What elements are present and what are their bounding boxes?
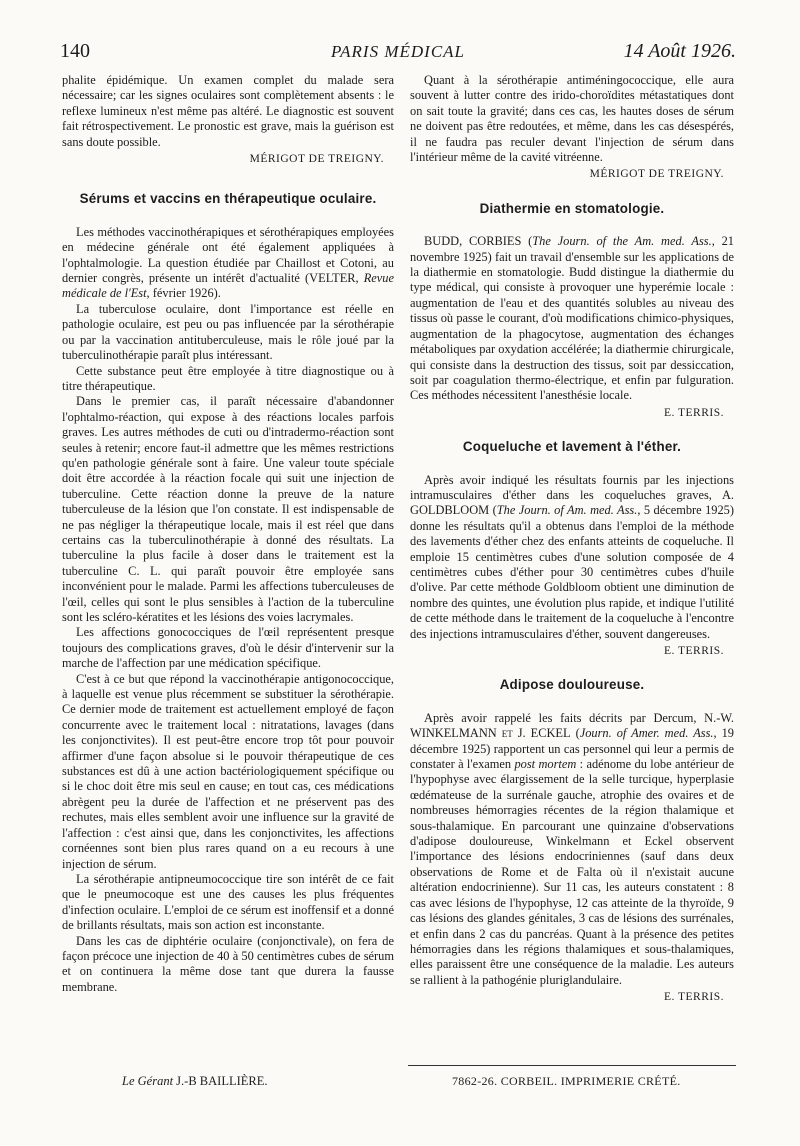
serums-signature: MÉRIGOT DE TREIGNY. <box>589 168 724 181</box>
serums-paragraph-6: C'est à ce but que répond la vaccinothérapie antigonococcique, à laquelle est venue plus récemment se substituer la sérothérapie. Ce dernier mode de traitement est actuellement employé de façon concurrente avec le traitement local : nitratations, lavages (dans les conjonctivites). Il est peut-être encore trop tôt pour pouvoir affirmer d'une façon absolue si le pouvoir thérapeutique de ces substances est dû à une action bactériologiquement spécifique ou si le choc doit être mis seul en cause; en tout cas, ces médications abrègent peu la durée de l'affection et ne préservent pas des rechutes, mais elles semblent avoir une influence sur la gravité de l'affection : c'est ainsi que, dans les conjonctivites, les affections cornéennes sont bien plus rares quand on a eu recours à une injection de sérum. <box>62 671 394 871</box>
author-velter: VELTER <box>309 271 356 286</box>
author-goldbloom: GOLDBLOOM <box>410 503 490 518</box>
footer-gerant: Le Gérant J.-B BAILLIÈRE. <box>122 1074 268 1088</box>
serums-paragraph-5: Les affections gonococciques de l'œil représentent presque toujours des complications graves, d'où le désir d'intervenir sur la marche de l'affection par une médication spécifique. <box>62 625 394 671</box>
section-title-diathermie: Diathermie en stomatologie. <box>479 200 665 216</box>
journal-ref-budd: The Journ. of the Am. med. Ass. <box>532 234 712 249</box>
diathermie-paragraph: BUDD, CORBIES (The Journ. of the Am. med. Ass., 21 novembre 1925) fait un travail d'ensemble sur les applications de la diathermie en stomatologie. Budd distingue la diathermie du type médical, qui consiste à provoquer une hyperémie locale : augmentation de l'eau et des quantités solubles au niveau des tissus où passe le courant, d'où modifications chimico-physiques, augmentation de la phagocytose, augmentation des échanges métaboliques par oxydation accélérée; la diathermie chirurgicale, qui consiste dans la destruction des tissus, soit par dessiccation, soit par coagulation thermo-électrique, et enfin par fulguration. Ces méthodes nécessitent l'anesthésie locale. <box>410 234 734 403</box>
coqueluche-paragraph: Après avoir indiqué les résultats fournis par les injections intramusculaires d'éther dans les coqueluches graves, A. GOLDBLOOM (The Journ. of Am. med. Ass., 5 décembre 1925) donne les résultats qu'il a obtenus dans l'emploi de la méthode des lavements d'éther chez des enfants atteints de coqueluche. Il emploie 15 centimètres cubes d'une solution composée de 4 centimètres cubes d'éther pour 30 centimètres cubes d'huile d'olive. Par cette méthode Goldbloom obtient une diminution de nombre des quintes, une évolution plus rapide, et indique l'utilité de cette méthode dans le traitement de la coqueluche à l'encontre des injections intramusculaires d'éther, souvent dangereuses. <box>410 472 734 641</box>
journal-ref-goldbloom: The Journ. of Am. med. Ass. <box>496 503 638 518</box>
serums-paragraph-9: Quant à la sérothérapie antiméningococcique, elle aura souvent à lutter contre des irido-choroïdites métastatiques dont on sait toute la gravité; dans ces cas, les hautes doses de sérum ne doivent pas être redoutées, et même, dans les cas désespérés, il ne faudra pas reculer devant l'injection de sérum dans l'intérieur même de la cavité vitréenne. <box>410 73 734 165</box>
diathermie-signature: E. TERRIS. <box>663 406 724 419</box>
author-winkelmann-eckel: WINKELMANN et J. ECKEL <box>410 726 571 741</box>
section-title-serums: Sérums et vaccins en thérapeutique oculaire. <box>79 191 377 207</box>
footer-rule <box>408 1065 736 1066</box>
journal-ref-winkelmann: Journ. of Amer. med. Ass. <box>579 726 714 741</box>
section-title-adipose: Adipose douloureuse. <box>499 677 645 693</box>
adipose-paragraph: Après avoir rappelé les faits décrits par Dercum, N.-W. WINKELMANN et J. ECKEL (Journ. of Amer. med. Ass., 19 décembre 1925) rapportent un cas personnel qui leur a permis de constater à l'examen post mortem : adénome du lobe antérieur de l'hypophyse avec élargissement de la selle turcique, hyperplasie œdémateuse de la surrénale gauche, atrophie des ovaires et de nombreuses hémorragies récentes de la région thalamique et sous-thalamique. En parcourant une quinzaine d'observations d'adipose douloureuse, Winkelmann et Eckel observent l'importance des lésions endocriniennes (sauf dans deux observations de Rome et de Falta où il n'existait aucune altération endocrinienne). Sur 11 cas, les auteurs constatent : 8 cas avec lésions de l'hypophyse, 12 cas atteinte de la thyroïde, 9 cas lésions des glandes génitales, 3 cas de lésions des surrénales, et enfin dans 2 cas du pancréas. Quant à la présence des petites hémorragies dans les régions thalamiques et sous-thalamiques, elles paraissent être une conséquence de la maladie. Les auteurs se rallient à la pathogénie pluriglandulaire. <box>410 710 735 987</box>
intro-paragraph: phalite épidémique. Un examen complet du malade sera nécessaire; car les signes oculaires sont complètement absents : le reflexe lumineux n'est même pas altéré. Le diagnostic est souvent fait rétrospectivement. Le pronostic est grave, mais la guérison est sans doute possible. <box>62 73 394 149</box>
journal-title: PARIS MÉDICAL <box>330 42 466 61</box>
serums-paragraph-8: Dans les cas de diphtérie oculaire (conjonctivale), on fera de façon précoce une injection de 40 à 50 centimètres cubes de sérum et on continuera la même dose tant que durera la fausse membrane. <box>62 933 394 994</box>
footer-printer: 7862-26. CORBEIL. IMPRIMERIE CRÉTÉ. <box>452 1074 681 1088</box>
issue-date: 14 Août 1926. <box>623 40 736 62</box>
serums-paragraph-4: Dans le premier cas, il paraît nécessaire d'abandonner l'ophtalmo-réaction, qui expose à des réactions locales parfois graves. Les autres méthodes de cuti ou d'intradermo-réaction sont seules à retenir; encore faut-il admettre que les mêmes restrictions qu'en pathologie générale sont à faire. Une valeur toute spéciale doit être accordée à la réaction focale qui suit une injection de tuberculine. Cette réaction donne la preuve de la nature tuberculeuse de la lésion que l'on constate. Il est indispensable de ne pas négliger la thérapeutique locale, mais il est réel que dans certains cas la tuberculinothérapie à donné des résultats. La tuberculine la plus facile à doser dans le traitement est la tuberculine C. L. qui paraît pouvoir être employée sans inconvénient pour le malade. Parmi les affections tuberculeuses de l'œil, celles qui sont le plus sensibles à l'action de la tuberculine sont les scléro-kératites et les lésions des voies lacrymales. <box>62 394 394 624</box>
page-number: 140 <box>60 40 90 62</box>
journal-ref-velter: Revue médicale de l'Est <box>62 271 394 301</box>
serums-paragraph-1: Les méthodes vaccinothérapiques et sérothérapiques employées en médecine générale ont été également appliquées à l'ophtalmologie. La question étudiée par Chaillost et Cotoni, au dernier congrès, présente un intérêt d'actualité (VELTER, Revue médicale de l'Est, février 1926). <box>62 224 394 301</box>
left-column <box>62 73 394 995</box>
serums-paragraph-2: La tuberculose oculaire, dont l'importance est réelle en pathologie oculaire, est peu ou pas influencée par la sérothérapie ou par la vaccination antituberculeuse, mais le rôle joué par la tuberculinothérapie paraît plus intéressant. <box>62 301 394 363</box>
section-title-coqueluche: Coqueluche et lavement à l'éther. <box>462 439 682 455</box>
post-mortem-term: post mortem <box>514 757 577 772</box>
serums-paragraph-3: Cette substance peut être employée à titre diagnostique ou à titre thérapeutique. <box>62 363 394 393</box>
right-column <box>410 73 734 1006</box>
intro-signature: MÉRIGOT DE TREIGNY. <box>249 153 384 166</box>
serums-paragraph-7: La sérothérapie antipneumococcique tire son intérêt de ce fait que le pneumocoque est une des causes les plus fréquentes d'infection oculaire. L'emploi de ce sérum est inoffensif et a donné de brillants résultats, mais son action est inconstante. <box>62 871 394 933</box>
coqueluche-signature: E. TERRIS. <box>663 645 724 657</box>
gerant-name: J.-B BAILLIÈRE. <box>176 1074 268 1088</box>
page-header <box>60 40 736 68</box>
adipose-signature: E. TERRIS. <box>663 991 724 1004</box>
author-budd: BUDD, CORBIES <box>424 234 522 249</box>
